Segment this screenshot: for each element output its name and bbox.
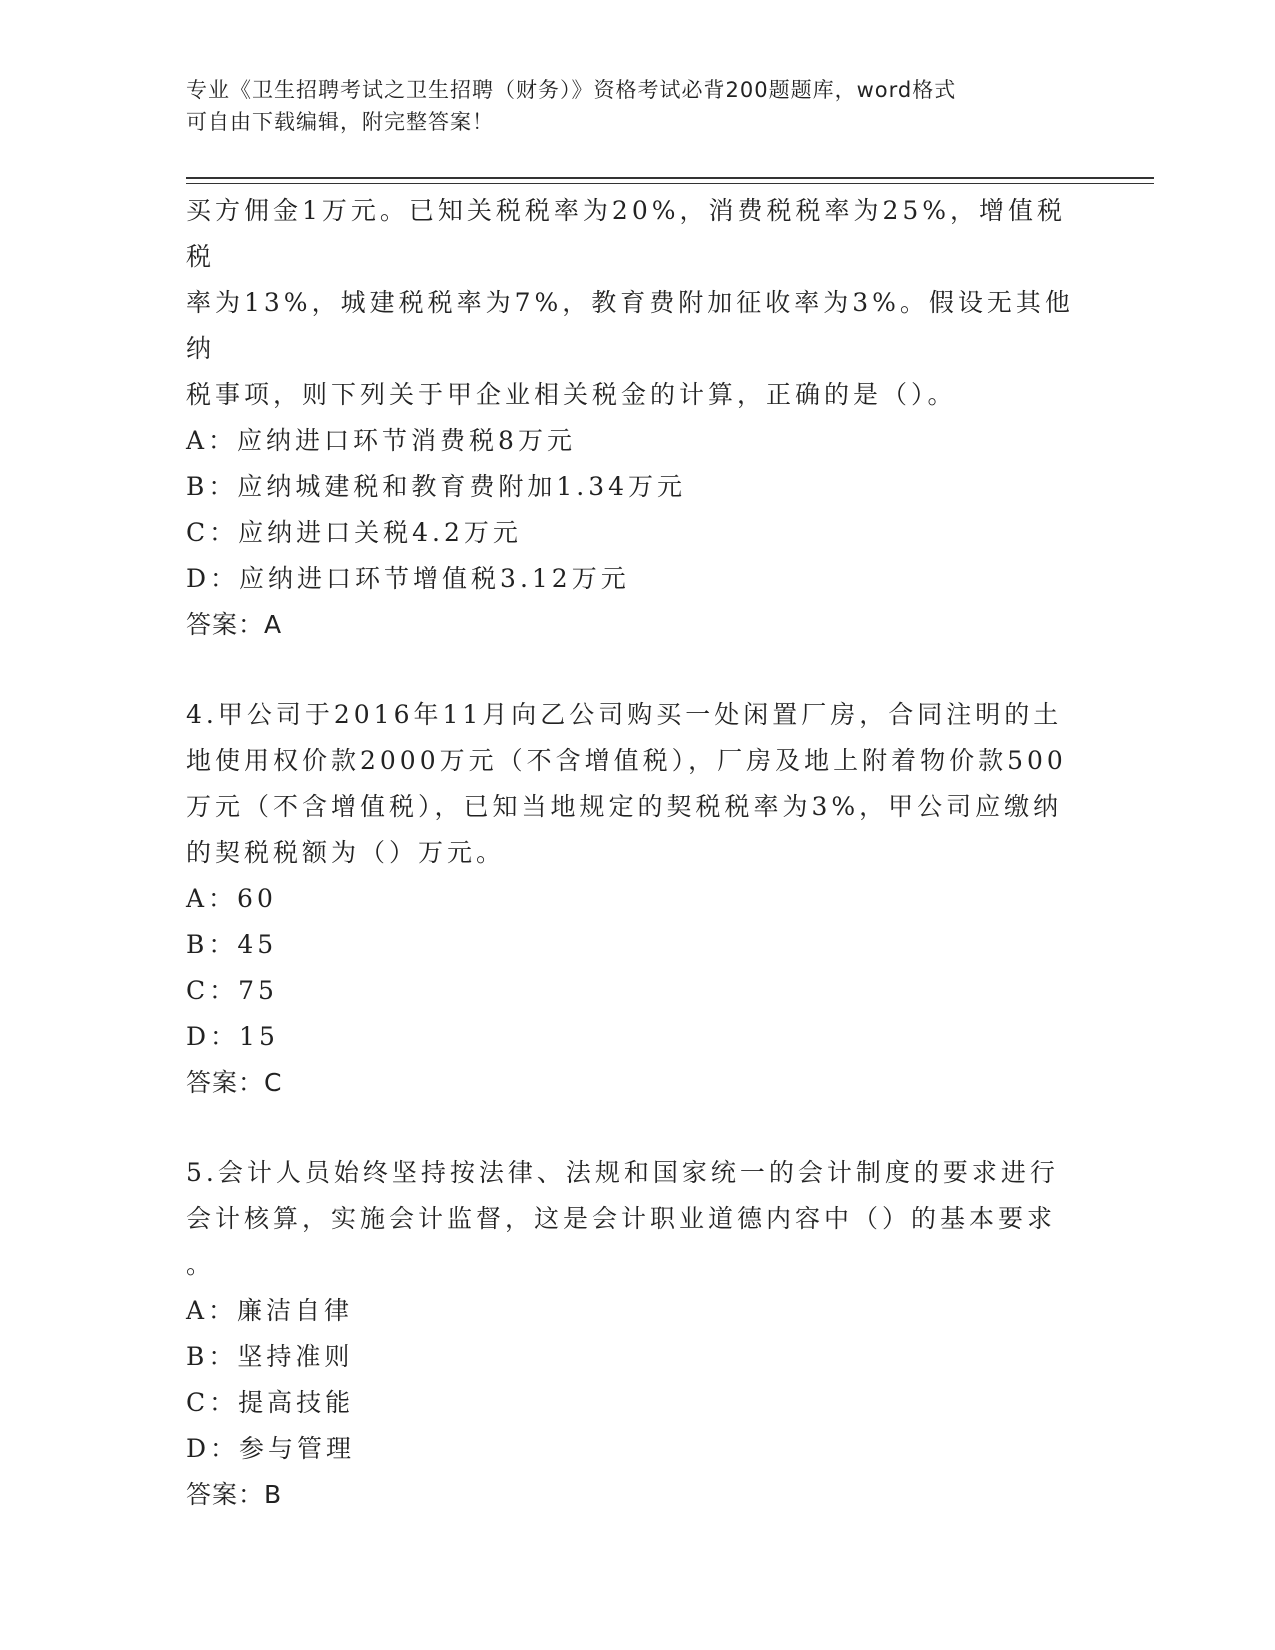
option-b: B：45 [186,930,278,959]
spacer [186,1106,1086,1150]
question-text-line: 。 [186,1250,216,1279]
answer-line: 答案：A [186,610,283,639]
option-d: D：15 [186,1022,279,1051]
question-5 [186,1150,1086,1518]
option-d: D：应纳进口环节增值税3.12万元 [186,564,630,593]
option-b: B：应纳城建税和教育费附加1.34万元 [186,472,687,501]
question-text-line: 4.甲公司于2016年11月向乙公司购买一处闲置厂房，合同注明的土 [186,700,1063,729]
answer-line: 答案：C [186,1068,283,1097]
option-c: C：应纳进口关税4.2万元 [186,518,522,547]
question-text-line: 的契税税额为（）万元。 [186,838,506,867]
option-b: B：坚持准则 [186,1342,354,1371]
header-divider-thin [186,183,1154,184]
option-a: A：应纳进口环节消费税8万元 [186,426,576,455]
spacer [186,648,1086,692]
header-title-line-1: 专业《卫生招聘考试之卫生招聘（财务）》资格考试必背200题题库，word格式 [186,78,957,102]
option-a: A：廉洁自律 [186,1296,354,1325]
question-text-line: 税事项，则下列关于甲企业相关税金的计算，正确的是（）。 [186,380,957,409]
question-list [186,188,1086,1518]
answer-line: 答案：B [186,1480,283,1509]
option-c: C：75 [186,976,278,1005]
header-divider [186,177,1154,179]
document-header [186,74,1066,138]
question-text-line: 会计核算，实施会计监督，这是会计职业道德内容中（）的基本要求 [186,1204,1057,1233]
question-text-line: 5.会计人员始终坚持按法律、法规和国家统一的会计制度的要求进行 [186,1158,1059,1187]
question-text-line: 万元（不含增值税），已知当地规定的契税税率为3%，甲公司应缴纳 [186,792,1063,821]
question-text-line: 买方佣金1万元。已知关税税率为20%，消费税税率为25%，增值税税 [186,196,1067,271]
option-a: A：60 [186,884,277,913]
question-text-line: 率为13%，城建税税率为7%，教育费附加征收率为3%。假设无其他纳 [186,288,1074,363]
header-title-line-2: 可自由下载编辑，附完整答案！ [186,110,494,134]
question-4 [186,692,1086,1106]
option-c: C：提高技能 [186,1388,355,1417]
option-d: D：参与管理 [186,1434,356,1463]
question-text-line: 地使用权价款2000万元（不含增值税），厂房及地上附着物价款500 [186,746,1067,775]
question-3 [186,188,1086,648]
